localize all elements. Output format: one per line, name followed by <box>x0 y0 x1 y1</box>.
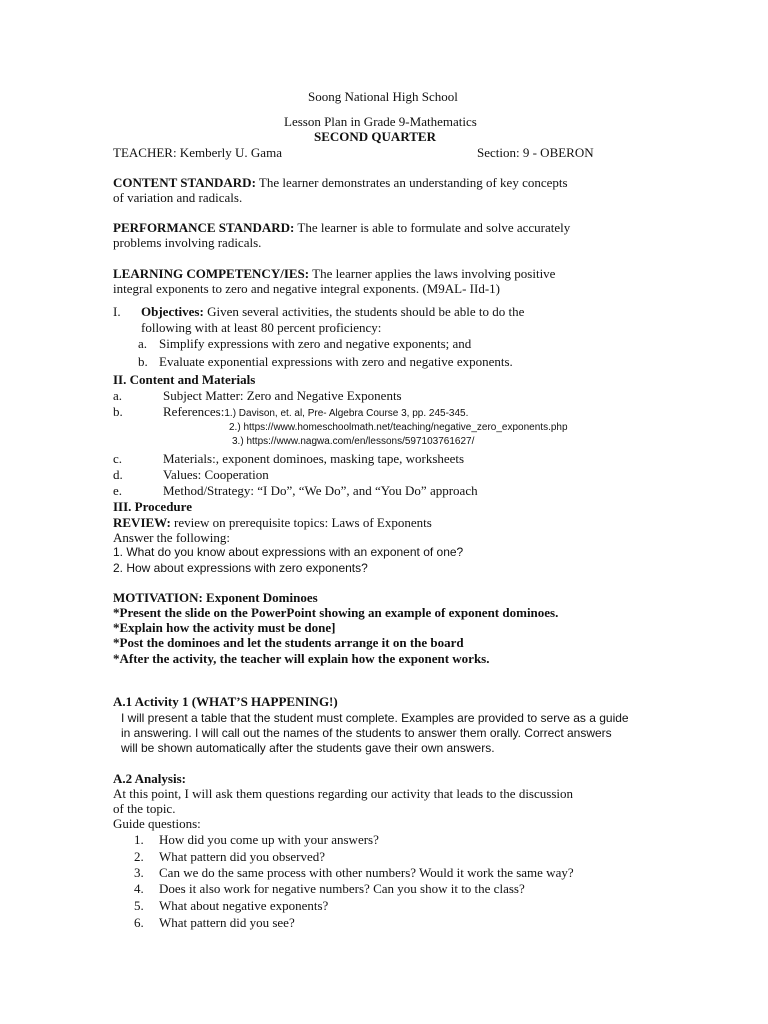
method-text: Method/Strategy: “I Do”, “We Do”, and “You Do” approach <box>163 483 478 498</box>
activity1-line-1: I will present a table that the student must complete. Examples are provided to serve as a guide <box>121 711 629 725</box>
content-standard-text: The learner demonstrates an understanding of key concepts <box>255 175 568 190</box>
teacher-line: TEACHER: Kemberly U. Gama <box>113 145 282 160</box>
guide-question-2-num: 2. <box>134 849 144 864</box>
reference-2: 2.) https://www.homeschoolmath.net/teaching/negative_zero_exponents.php <box>229 422 568 433</box>
activity1-heading: A.1 Activity 1 (WHAT’S HAPPENING!) <box>113 694 338 709</box>
performance-standard-label: PERFORMANCE STANDARD: <box>113 220 295 235</box>
content-standard-line2: of variation and radicals. <box>113 190 243 205</box>
reference-1: 1.) Davison, et. al, Pre- Algebra Course 3, pp. 245-345. <box>224 408 469 419</box>
motivation-line-2: *Explain how the activity must be done] <box>113 620 336 635</box>
references-label: References: <box>163 404 225 419</box>
activity1-line-3: will be shown automatically after the students gave their own answers. <box>121 741 495 755</box>
objective-b-text: Evaluate exponential expressions with zero and negative exponents. <box>159 354 513 369</box>
review-label: REVIEW: <box>113 515 171 530</box>
analysis-line-2: of the topic. <box>113 801 176 816</box>
performance-standard-line2: problems involving radicals. <box>113 235 262 250</box>
guide-question-3: Can we do the same process with other numbers? Would it work the same way? <box>159 865 574 880</box>
objective-a-text: Simplify expressions with zero and negative exponents; and <box>159 336 472 351</box>
item-a-marker: a. <box>113 388 123 403</box>
objective-b-marker: b. <box>138 354 148 369</box>
section-line: Section: 9 - OBERON <box>477 145 594 160</box>
item-c-marker: c. <box>113 451 123 466</box>
motivation-heading: MOTIVATION: Exponent Dominoes <box>113 590 318 605</box>
learning-competency-line1 <box>113 266 555 281</box>
references-line <box>163 404 468 421</box>
quarter-heading: SECOND QUARTER <box>314 129 436 144</box>
guide-question-3-num: 3. <box>134 865 144 880</box>
performance-standard-text: The learner is able to formulate and solve accurately <box>294 220 571 235</box>
learning-competency-label: LEARNING COMPETENCY/IES: <box>113 266 310 281</box>
objectives-line1 <box>141 304 524 319</box>
item-b-marker: b. <box>113 404 123 419</box>
objectives-label: Objectives: <box>141 304 204 319</box>
review-question-1: 1. What do you know about expressions with an exponent of one? <box>113 545 464 559</box>
guide-question-5: What about negative exponents? <box>159 898 329 913</box>
procedure-heading: III. Procedure <box>113 499 192 514</box>
performance-standard-line1 <box>113 220 570 235</box>
guide-question-1-num: 1. <box>134 832 144 847</box>
objectives-number: I. <box>113 304 121 319</box>
objective-a-marker: a. <box>138 336 148 351</box>
analysis-line-1: At this point, I will ask them questions regarding our activity that leads to the discussion <box>113 786 573 801</box>
answer-prompt: Answer the following: <box>113 530 230 545</box>
motivation-line-4: *After the activity, the teacher will explain how the exponent works. <box>113 651 490 666</box>
motivation-line-1: *Present the slide on the PowerPoint showing an example of exponent dominoes. <box>113 605 559 620</box>
guide-questions-label: Guide questions: <box>113 816 201 831</box>
item-e-marker: e. <box>113 483 123 498</box>
item-d-marker: d. <box>113 467 123 482</box>
motivation-line-3: *Post the dominoes and let the students arrange it on the board <box>113 635 464 650</box>
guide-question-5-num: 5. <box>134 898 144 913</box>
activity1-line-2: in answering. I will call out the names of the students to answer them orally. Correct answers <box>121 726 612 740</box>
guide-question-4: Does it also work for negative numbers? Can you show it to the class? <box>159 881 525 896</box>
guide-question-2: What pattern did you observed? <box>159 849 326 864</box>
content-materials-heading: II. Content and Materials <box>113 372 256 387</box>
learning-competency-line2: integral exponents to zero and negative integral exponents. (M9AL- IId-1) <box>113 281 500 296</box>
review-question-2: 2. How about expressions with zero exponents? <box>113 561 368 575</box>
reference-3: 3.) https://www.nagwa.com/en/lessons/597103761627/ <box>232 436 475 447</box>
materials-text: Materials:, exponent dominoes, masking tape, worksheets <box>163 451 465 466</box>
guide-question-6: What pattern did you see? <box>159 915 295 930</box>
values-text: Values: Cooperation <box>163 467 269 482</box>
guide-question-1: How did you come up with your answers? <box>159 832 379 847</box>
content-standard-label: CONTENT STANDARD: <box>113 175 256 190</box>
guide-question-4-num: 4. <box>134 881 144 896</box>
learning-competency-text: The learner applies the laws involving positive <box>309 266 556 281</box>
review-line <box>113 515 432 530</box>
content-standard-line1 <box>113 175 568 190</box>
analysis-heading: A.2 Analysis: <box>113 771 186 786</box>
objectives-text: Given several activities, the students should be able to do the <box>203 304 525 319</box>
subject-matter: Subject Matter: Zero and Negative Exponents <box>163 388 402 403</box>
review-text: review on prerequisite topics: Laws of Exponents <box>170 515 432 530</box>
guide-question-6-num: 6. <box>134 915 144 930</box>
objectives-line2: following with at least 80 percent proficiency: <box>141 320 382 335</box>
school-name: Soong National High School <box>308 89 458 104</box>
lesson-plan-title: Lesson Plan in Grade 9-Mathematics <box>284 114 477 129</box>
